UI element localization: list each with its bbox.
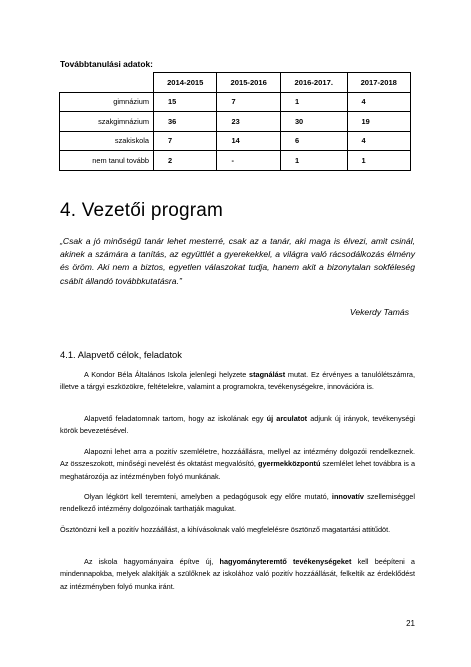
table-cell: 7 (217, 92, 280, 112)
table-corner-cell (60, 73, 154, 93)
paragraph: Ösztönözni kell a pozitív hozzáállást, a kihívásoknak való megfelelésre ösztönző magatartási attitűdöt. (60, 525, 391, 534)
table-cell: 36 (154, 112, 217, 132)
table-cell: 7 (154, 131, 217, 151)
table-row (60, 151, 411, 171)
paragraph-text: adjunk új irányok, tevékenységi körök bevezetésével. (60, 414, 415, 436)
table-cell: 14 (217, 131, 280, 151)
page-number: 21 (406, 619, 415, 628)
table-cell: 6 (280, 131, 347, 151)
paragraph-text: mutat. Ez érvényes a tanulólétszámra, illetve a tárgyi eszközökre, feltételekre, valamint a programokra, tevékenységekre, innovációra is. (60, 370, 415, 392)
paragraph (60, 369, 415, 394)
table-header-row (60, 73, 411, 93)
paragraph-text: Olyan légkört kell teremteni, amelyben a pedagógusok egy előre mutató, (84, 492, 332, 501)
paragraph-text: szemlélet lehet továbbra is a meghatározója az intézményben folyó munkának. (60, 459, 416, 481)
row-label: nem tanul tovább (60, 151, 154, 171)
paragraph (60, 413, 415, 438)
table-header-cell: 2014-2015 (154, 73, 217, 93)
table-caption: Továbbtanulási adatok: (60, 59, 153, 69)
table-cell: 1 (280, 151, 347, 171)
table-cell: 1 (280, 92, 347, 112)
paragraph-text: kell beépíteni a mindennapokba, melyek alakítják a szülőknek az iskolához való pozitív hozzáállását, felkeltik az érdeklődést az intézményben folyó munka iránt. (60, 557, 415, 591)
table-cell: 15 (154, 92, 217, 112)
paragraph-text: Alapozni lehet arra a pozitív szemléletre, hozzáállásra, mellyel az intézmény dolgozói rendelkeznek. Az összeszokott, minőségi nevelést és oktatást megvalósító, (60, 447, 415, 469)
table-row (60, 92, 411, 112)
paragraph-emphasis: gyermekközpontú (258, 459, 321, 469)
subsection-title: 4.1. Alapvető célok, feladatok (60, 349, 182, 360)
paragraph-text: A Kondor Béla Általános Iskola jelenlegi helyzete (84, 370, 250, 379)
row-label: szakgimnázium (60, 112, 154, 132)
paragraph-emphasis: stagnálást (249, 370, 286, 379)
table-cell: 23 (217, 112, 280, 132)
table-cell: - (217, 151, 280, 171)
paragraph-emphasis: innovatív (331, 492, 364, 501)
table-header-cell: 2016-2017. (280, 73, 347, 93)
row-label: gimnázium (60, 92, 154, 112)
table-row (60, 112, 411, 132)
paragraph-text: Az iskola hagyományaira építve új, (84, 557, 220, 566)
row-label: szakiskola (60, 131, 154, 151)
table-row (60, 131, 411, 151)
paragraph (60, 491, 415, 516)
paragraph-text: szellemiséggel rendelkező intézmény dolgozóinak tarthatják magukat. (60, 492, 415, 514)
paragraph (60, 446, 415, 483)
paragraph-text: Alapvető feladatomnak tartom, hogy az iskolának egy (84, 414, 267, 423)
table-header-cell: 2015-2016 (217, 73, 280, 93)
paragraph-emphasis: hagyományteremtő tevékenységeket (219, 557, 352, 566)
further-education-table (59, 72, 411, 171)
quote-text: „Csak a jó minőségű tanár lehet mesterré, csak az a tanár, aki maga is élvezi, amit csinál, akinek a számára a tanítás, az együttlét a gyerekekkel, a világra való rácsodálkozás élmény és öröm. Aki nem a biztos, egyetlen válaszokat tudja, hanem akit a bizonytalan sokféleség csábít állandó továbbkutatásra.” (60, 236, 415, 286)
table-cell: 4 (347, 131, 411, 151)
table-cell: 30 (280, 112, 347, 132)
table-cell: 19 (347, 112, 411, 132)
paragraph (60, 556, 415, 593)
table-header-cell: 2017-2018 (347, 73, 411, 93)
table-cell: 1 (347, 151, 411, 171)
chapter-title: 4. Vezetői program (60, 200, 224, 221)
quote-author: Vekerdy Tamás (349, 307, 409, 317)
paragraph-emphasis: új arculatot (266, 414, 308, 423)
table-cell: 4 (347, 92, 411, 112)
table-cell: 2 (154, 151, 217, 171)
